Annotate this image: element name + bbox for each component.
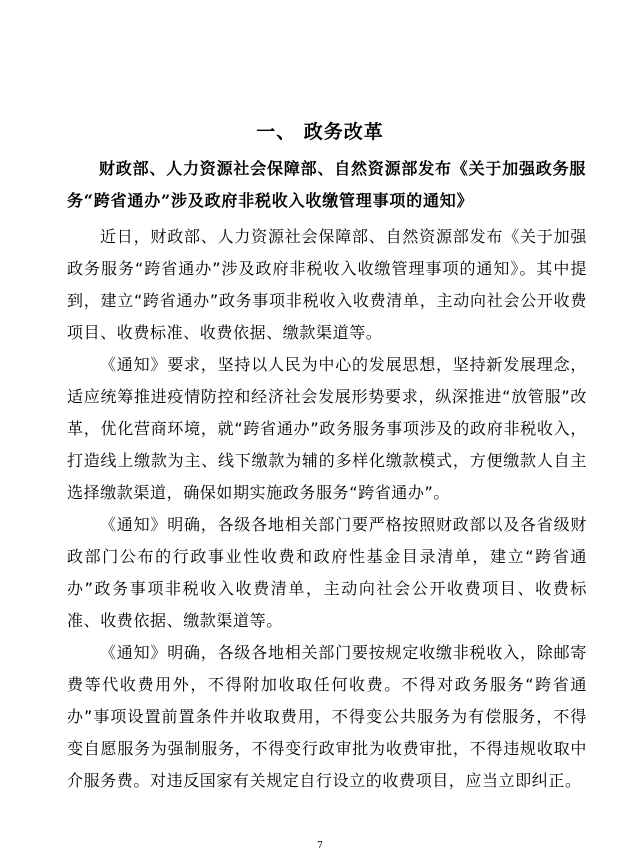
article-title: 财政部、人力资源社会保障部、自然资源部发布《关于加强政务服务“跨省通办”涉及政府非税收入收缴管理事项的通知》 bbox=[67, 159, 587, 210]
page-number: 7 bbox=[317, 841, 323, 851]
body-paragraph: 《通知》要求，坚持以人民为中心的发展思想，坚持新发展理念，适应统筹推进疫情防控和经济社会发展形势要求，纵深推进“放管服”改革，优化营商环境，就“跨省通办”政务服务事项涉及的政府非税收入，打造线上缴款为主、线下缴款为辅的多样化缴款模式，方便缴款人自主选择缴款渠道，确保如期实施政务服务“跨省通办”。 bbox=[67, 355, 587, 502]
section-heading: 一、 政务改革 bbox=[256, 121, 384, 143]
article-body bbox=[67, 221, 587, 797]
body-paragraph: 《通知》明确，各级各地相关部门要严格按照财政部以及各省级财政部门公布的行政事业性收费和政府性基金目录清单，建立“跨省通办”政务事项非税收入收费清单，主动向社会公开收费项目、收费标准、收费依据、缴款渠道等。 bbox=[67, 515, 587, 630]
body-paragraph: 《通知》明确，各级各地相关部门要按规定收缴非税收入，除邮寄费等代收费用外，不得附加收取任何收费。不得对政务服务“跨省通办”事项设置前置条件并收取费用，不得变公共服务为有偿服务，不得变自愿服务为强制服务，不得变行政审批为收费审批，不得违规收取中介服务费。对违反国家有关规定自行设立的收费项目，应当立即纠正。 bbox=[67, 643, 587, 790]
body-paragraph: 近日，财政部、人力资源社会保障部、自然资源部发布《关于加强政务服务“跨省通办”涉及政府非税收入收缴管理事项的通知》。其中提到，建立“跨省通办”政务事项非税收入收费清单，主动向社会公开收费项目、收费标准、收费依据、缴款渠道等。 bbox=[67, 227, 587, 342]
